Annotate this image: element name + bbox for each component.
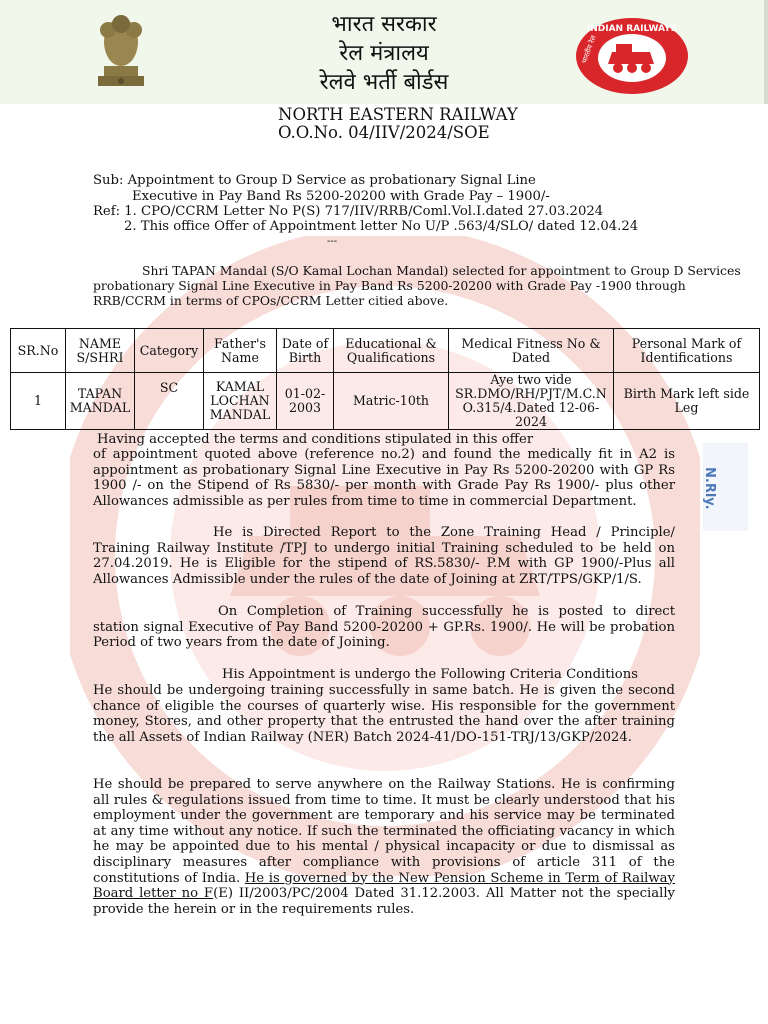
table-cell: Aye two vide SR.DMO/RH/PJT/M.C.N O.315/4.Dated 12-06-2024 <box>449 373 614 430</box>
intro-line-1: Shri TAPAN Mandal (S/O Kamal Lochan Mandal) selected for appointment to Group D Services <box>142 263 741 278</box>
table-cell: SC <box>135 373 204 430</box>
reference-1: Ref: 1. CPO/CCRM Letter No P(S) 717/IIV/RRB/Coml.Vol.I.dated 27.03.2024 <box>93 204 604 219</box>
paragraph-4: He should be undergoing training successfully in same batch. He is given the second chance of eligible the courses of quarterly wise. His responsible for the government money, Stores, and other property that the entrusted the hand over the after training the all Assets of Indian Railway (NER) Batch 2024-41/DO-151-TRJ/13/GKP/2024. <box>93 683 675 745</box>
table-header: Date of Birth <box>277 329 334 373</box>
table-row <box>11 373 760 430</box>
separator-dashes: --- <box>327 236 338 247</box>
table-header: NAME S/SHRI <box>66 329 135 373</box>
order-number: O.O.No. 04/IIV/2024/SOE <box>278 123 490 142</box>
paragraph-5-body: He should be prepared to serve anywhere on the Railway Stations. He is confirming all rules & regulations issued from time to time. It must be clearly understood that his employment under the government are temporary and his service may be terminated at any time without any notice. If such the terminated the officiating vacancy in which he may be appointed due to his mental / physical incapacity or due to dismissal as disciplinary measures after compliance with provisions of article 311 of the constitutions of India. <box>93 777 675 886</box>
header-line-1: भारत सरकार <box>331 12 437 37</box>
intro-line-3: RRB/CCRM in terms of CPOs/CCRM Letter citied above. <box>93 293 449 308</box>
intro-line-2: probationary Signal Line Executive in Pay Band Rs 5200-20200 with Grade Pay -1900 through <box>93 278 686 293</box>
table-header: Father's Name <box>204 329 277 373</box>
pension-scheme-reference: He is governed by the New Pension Scheme in Term of Railway Board letter no F <box>93 870 675 902</box>
indian-railways-logo <box>574 16 690 96</box>
header-line-2: रेल मंत्रालय <box>339 41 429 66</box>
table-cell: 1 <box>11 373 66 430</box>
candidate-table <box>10 328 760 430</box>
org-title: NORTH EASTERN RAILWAY <box>278 105 518 124</box>
table-cell: Birth Mark left side Leg <box>614 373 760 430</box>
paragraph-1-lead: Having accepted the terms and conditions stipulated in this offer <box>97 432 534 447</box>
subject-line-1: Sub: Appointment to Group D Service as probationary Signal Line <box>93 173 536 188</box>
reference-2: 2. This office Offer of Appointment letter No U/P .563/4/SLO/ dated 12.04.24 <box>124 219 639 234</box>
rly-stamp-tag <box>703 443 748 531</box>
table-cell: KAMAL LOCHAN MANDAL <box>204 373 277 430</box>
table-header-row <box>11 329 760 373</box>
table-header: Personal Mark of Identifications <box>614 329 760 373</box>
subject-line-2: Executive in Pay Band Rs 5200-20200 with Grade Pay – 1900/- <box>132 189 550 204</box>
paragraph-1: of appointment quoted above (reference no.2) and found the medically fit in A2 is appointment as probationary Signal Line Executive in Pay Rs 5200-20200 with GP Rs 1900 /- on the Stipend of Rs 5830/- per month with Grade Pay Rs 1900/- plus other Allowances admissible as per rules from time to time in commercial Department. <box>93 447 675 509</box>
paragraph-2: He is Directed Report to the Zone Training Head / Principle/ Training Railway Institute /TPJ to undergo initial Training scheduled to be held on 27.04.2019. He is Eligible for the stipend of RS.5830/- P.M with GP 1900/-Plus all Allowances Admissible under the rules of the date of Joining at ZRT/TPS/GKP/1/S. <box>93 525 675 587</box>
table-header: Educational & Qualifications <box>334 329 449 373</box>
header-line-3: रेलवे भर्ती बोर्डस <box>319 70 449 95</box>
table-cell: 01-02-2003 <box>277 373 334 430</box>
rly-stamp-text: N.Rly. <box>702 467 717 510</box>
table-header: Category <box>135 329 204 373</box>
table-cell: TAPAN MANDAL <box>66 373 135 430</box>
paragraph-4-heading: His Appointment is undergo the Following Criteria Conditions <box>222 667 638 682</box>
table-header: Medical Fitness No & Dated <box>449 329 614 373</box>
paragraph-5-tail: (E) II/2003/PC/2004 Dated 31.12.2003. All Matter not the specially provide the herein or in the requirements rules. <box>93 886 675 917</box>
paragraph-3: On Completion of Training successfully he is posted to direct station signal Executive of Pay Band 5200-20200 + GP.Rs. 1900/. He will be probation Period of two years from the date of Joining. <box>93 604 675 651</box>
logo-side-text: भारतीय रेल <box>580 34 598 65</box>
table-header: SR.No <box>11 329 66 373</box>
table-cell: Matric-10th <box>334 373 449 430</box>
logo-text: INDIAN RAILWAYS <box>586 24 678 34</box>
paragraph-5 <box>93 777 675 917</box>
